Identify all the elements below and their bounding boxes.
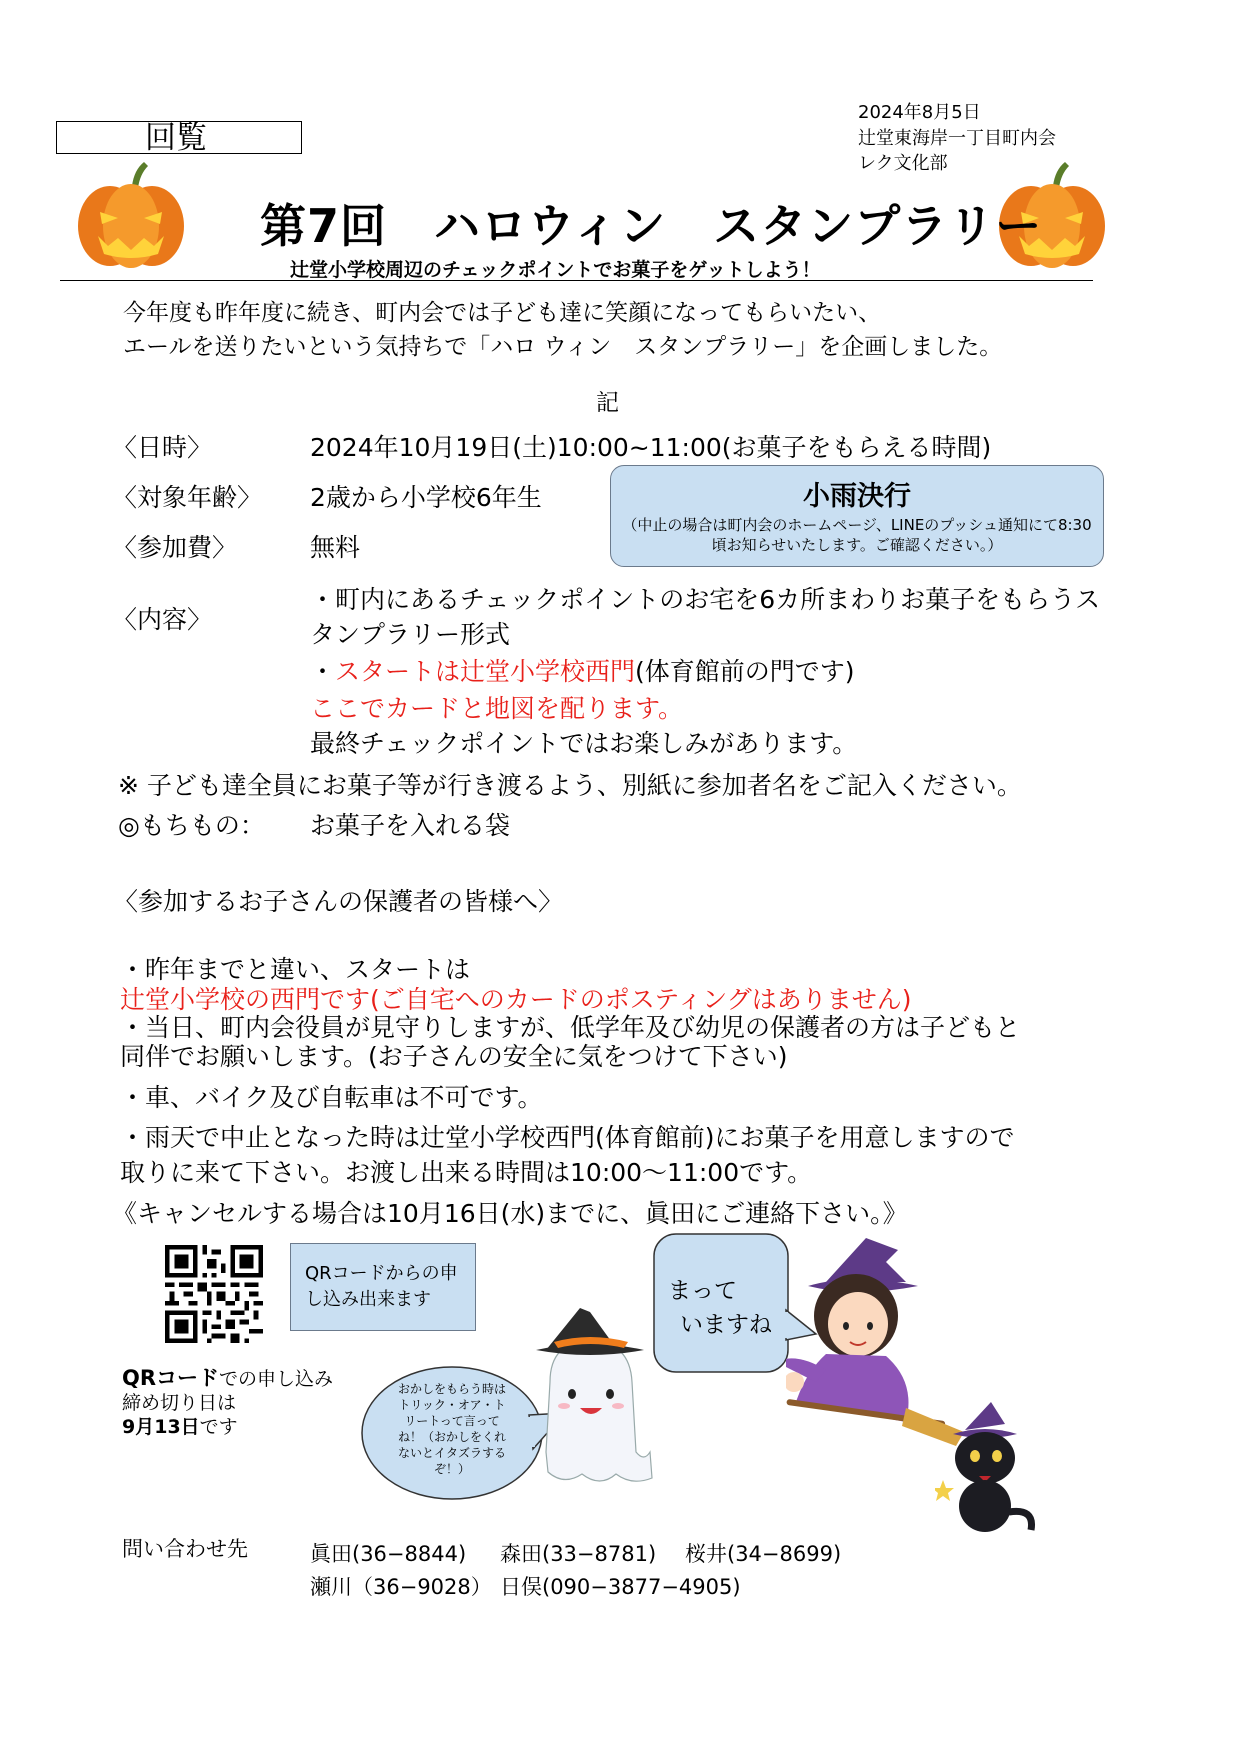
- guardians-bullet-1-emphasis: 辻堂小学校の西門です(ご自宅へのカードのポスティングはありません): [120, 985, 912, 1014]
- page-title: 第7回 ハロウィン スタンプラリー: [260, 199, 1043, 253]
- content-start-location: スタートは辻堂小学校西門: [335, 657, 636, 686]
- belongings-label: ◎もちもの：: [118, 811, 265, 840]
- guardians-heading: 〈参加するお子さんの保護者の皆様へ〉: [113, 887, 564, 916]
- circulation-label: 回覧: [56, 121, 302, 154]
- guardians-bullet-3: ・車、バイク及び自転車は不可です。: [120, 1083, 543, 1112]
- intro-line-2: エールを送りたいという気持ちで「ハロ ウィン スタンプラリー」を企画しました。: [123, 334, 1003, 360]
- contact-sanada: 眞田(36−8844): [310, 1542, 467, 1566]
- qr-deadline-line-2: 締め切り日は: [122, 1392, 237, 1414]
- age-label: 〈対象年齢〉: [112, 483, 263, 512]
- rain-notice-title: 小雨決行: [803, 481, 911, 512]
- intro-line-1: 今年度も昨年度に続き、町内会では子ども達に笑顔になってもらいたい、: [123, 300, 882, 326]
- guardians-bullet-2-line-2: 同伴でお願いします。(お子さんの安全に気をつけて下さい): [120, 1042, 788, 1071]
- witch-speech-line-1: まって: [668, 1278, 737, 1304]
- qr-deadline-date: 9月13日: [122, 1416, 200, 1438]
- guardians-bullet-1: ・昨年までと違い、スタートは: [120, 955, 471, 984]
- content-line-3-note: (体育館前の門です): [635, 657, 855, 686]
- cancel-notice: 《キャンセルする場合は10月16日(水)までに、眞田にご連絡下さい。》: [112, 1199, 908, 1228]
- age-value: 2歳から小学校6年生: [310, 483, 542, 512]
- page-subtitle: 辻堂小学校周辺のチェックポイントでお菓子をゲットしよう！: [290, 259, 821, 281]
- content-line-3-bullet: ・: [310, 657, 336, 686]
- content-line-2: タンプラリー形式: [310, 620, 511, 649]
- rain-notice-detail: （中止の場合は町内会のホームページ、LINEのプッシュ通知にて8:30頃お知らせいたします。ご確認ください。）: [622, 516, 1092, 554]
- belongings-value: お菓子を入れる袋: [310, 811, 511, 840]
- title-divider: [60, 280, 1093, 281]
- contact-sakurai: 桜井(34−8699): [685, 1542, 842, 1566]
- guardians-bullet-4-line-1: ・雨天で中止となった時は辻堂小学校西門(体育館前)にお菓子を用意しますので: [120, 1123, 1015, 1152]
- guardians-bullet-2-line-1: ・当日、町内会役員が見守りしますが、低学年及び幼児の保護者の方は子どもと: [120, 1013, 1021, 1042]
- qr-code-image[interactable]: [165, 1245, 263, 1343]
- content-line-5: 最終チェックポイントではお楽しみがあります。: [310, 729, 858, 758]
- contact-hibata: 日俣(090−3877−4905): [500, 1575, 741, 1599]
- qr-deadline-qr-label: QRコード: [122, 1366, 220, 1390]
- contact-label: 問い合わせ先: [122, 1537, 248, 1561]
- contact-morita: 森田(33−8781): [500, 1542, 657, 1566]
- guardians-bullet-4-line-2: 取りに来て下さい。お渡し出来る時間は10:00〜11:00です。: [120, 1158, 813, 1187]
- issue-date: 2024年8月5日: [858, 102, 981, 123]
- ki-heading: 記: [596, 390, 619, 416]
- qr-deadline-line-1: での申し込み: [219, 1368, 334, 1390]
- witch-speech-line-2: いますね: [680, 1312, 772, 1338]
- witch-speech-text: [668, 1274, 772, 1342]
- qr-deadline: [122, 1366, 333, 1439]
- qr-signup-note: QRコードからの申し込み出来ます: [290, 1243, 476, 1331]
- rain-notice-box: [610, 465, 1104, 567]
- ghost-speech-text: おかしをもらう時はトリック・オア・トリートって言ってね！（おかしをくれないとイタズラするぞ！）: [397, 1382, 506, 1476]
- fee-label: 〈参加費〉: [112, 533, 238, 562]
- qr-deadline-line-3: です: [199, 1416, 238, 1438]
- issuer-association: 辻堂東海岸一丁目町内会: [858, 128, 1056, 149]
- content-line-3: [310, 652, 855, 688]
- content-label: 〈内容〉: [112, 605, 213, 634]
- datetime-value: 2024年10月19日(土)10:00~11:00(お菓子をもらえる時間): [310, 433, 992, 462]
- pumpkin-icon-left: [74, 158, 188, 270]
- cat-illustration: [935, 1400, 1055, 1540]
- content-line-1: ・町内にあるチェックポイントのお宅を6カ所まわりお菓子をもらうス: [310, 585, 1101, 614]
- notice-text: ※ 子ども達全員にお菓子等が行き渡るよう、別紙に参加者名をご記入ください。: [118, 771, 1022, 800]
- content-line-4: ここでカードと地図を配ります。: [310, 694, 684, 723]
- fee-value: 無料: [310, 533, 361, 562]
- contact-segawa: 瀬川（36−9028）: [310, 1575, 492, 1599]
- issuer-department: レク文化部: [858, 153, 948, 174]
- datetime-label: 〈日時〉: [112, 433, 213, 462]
